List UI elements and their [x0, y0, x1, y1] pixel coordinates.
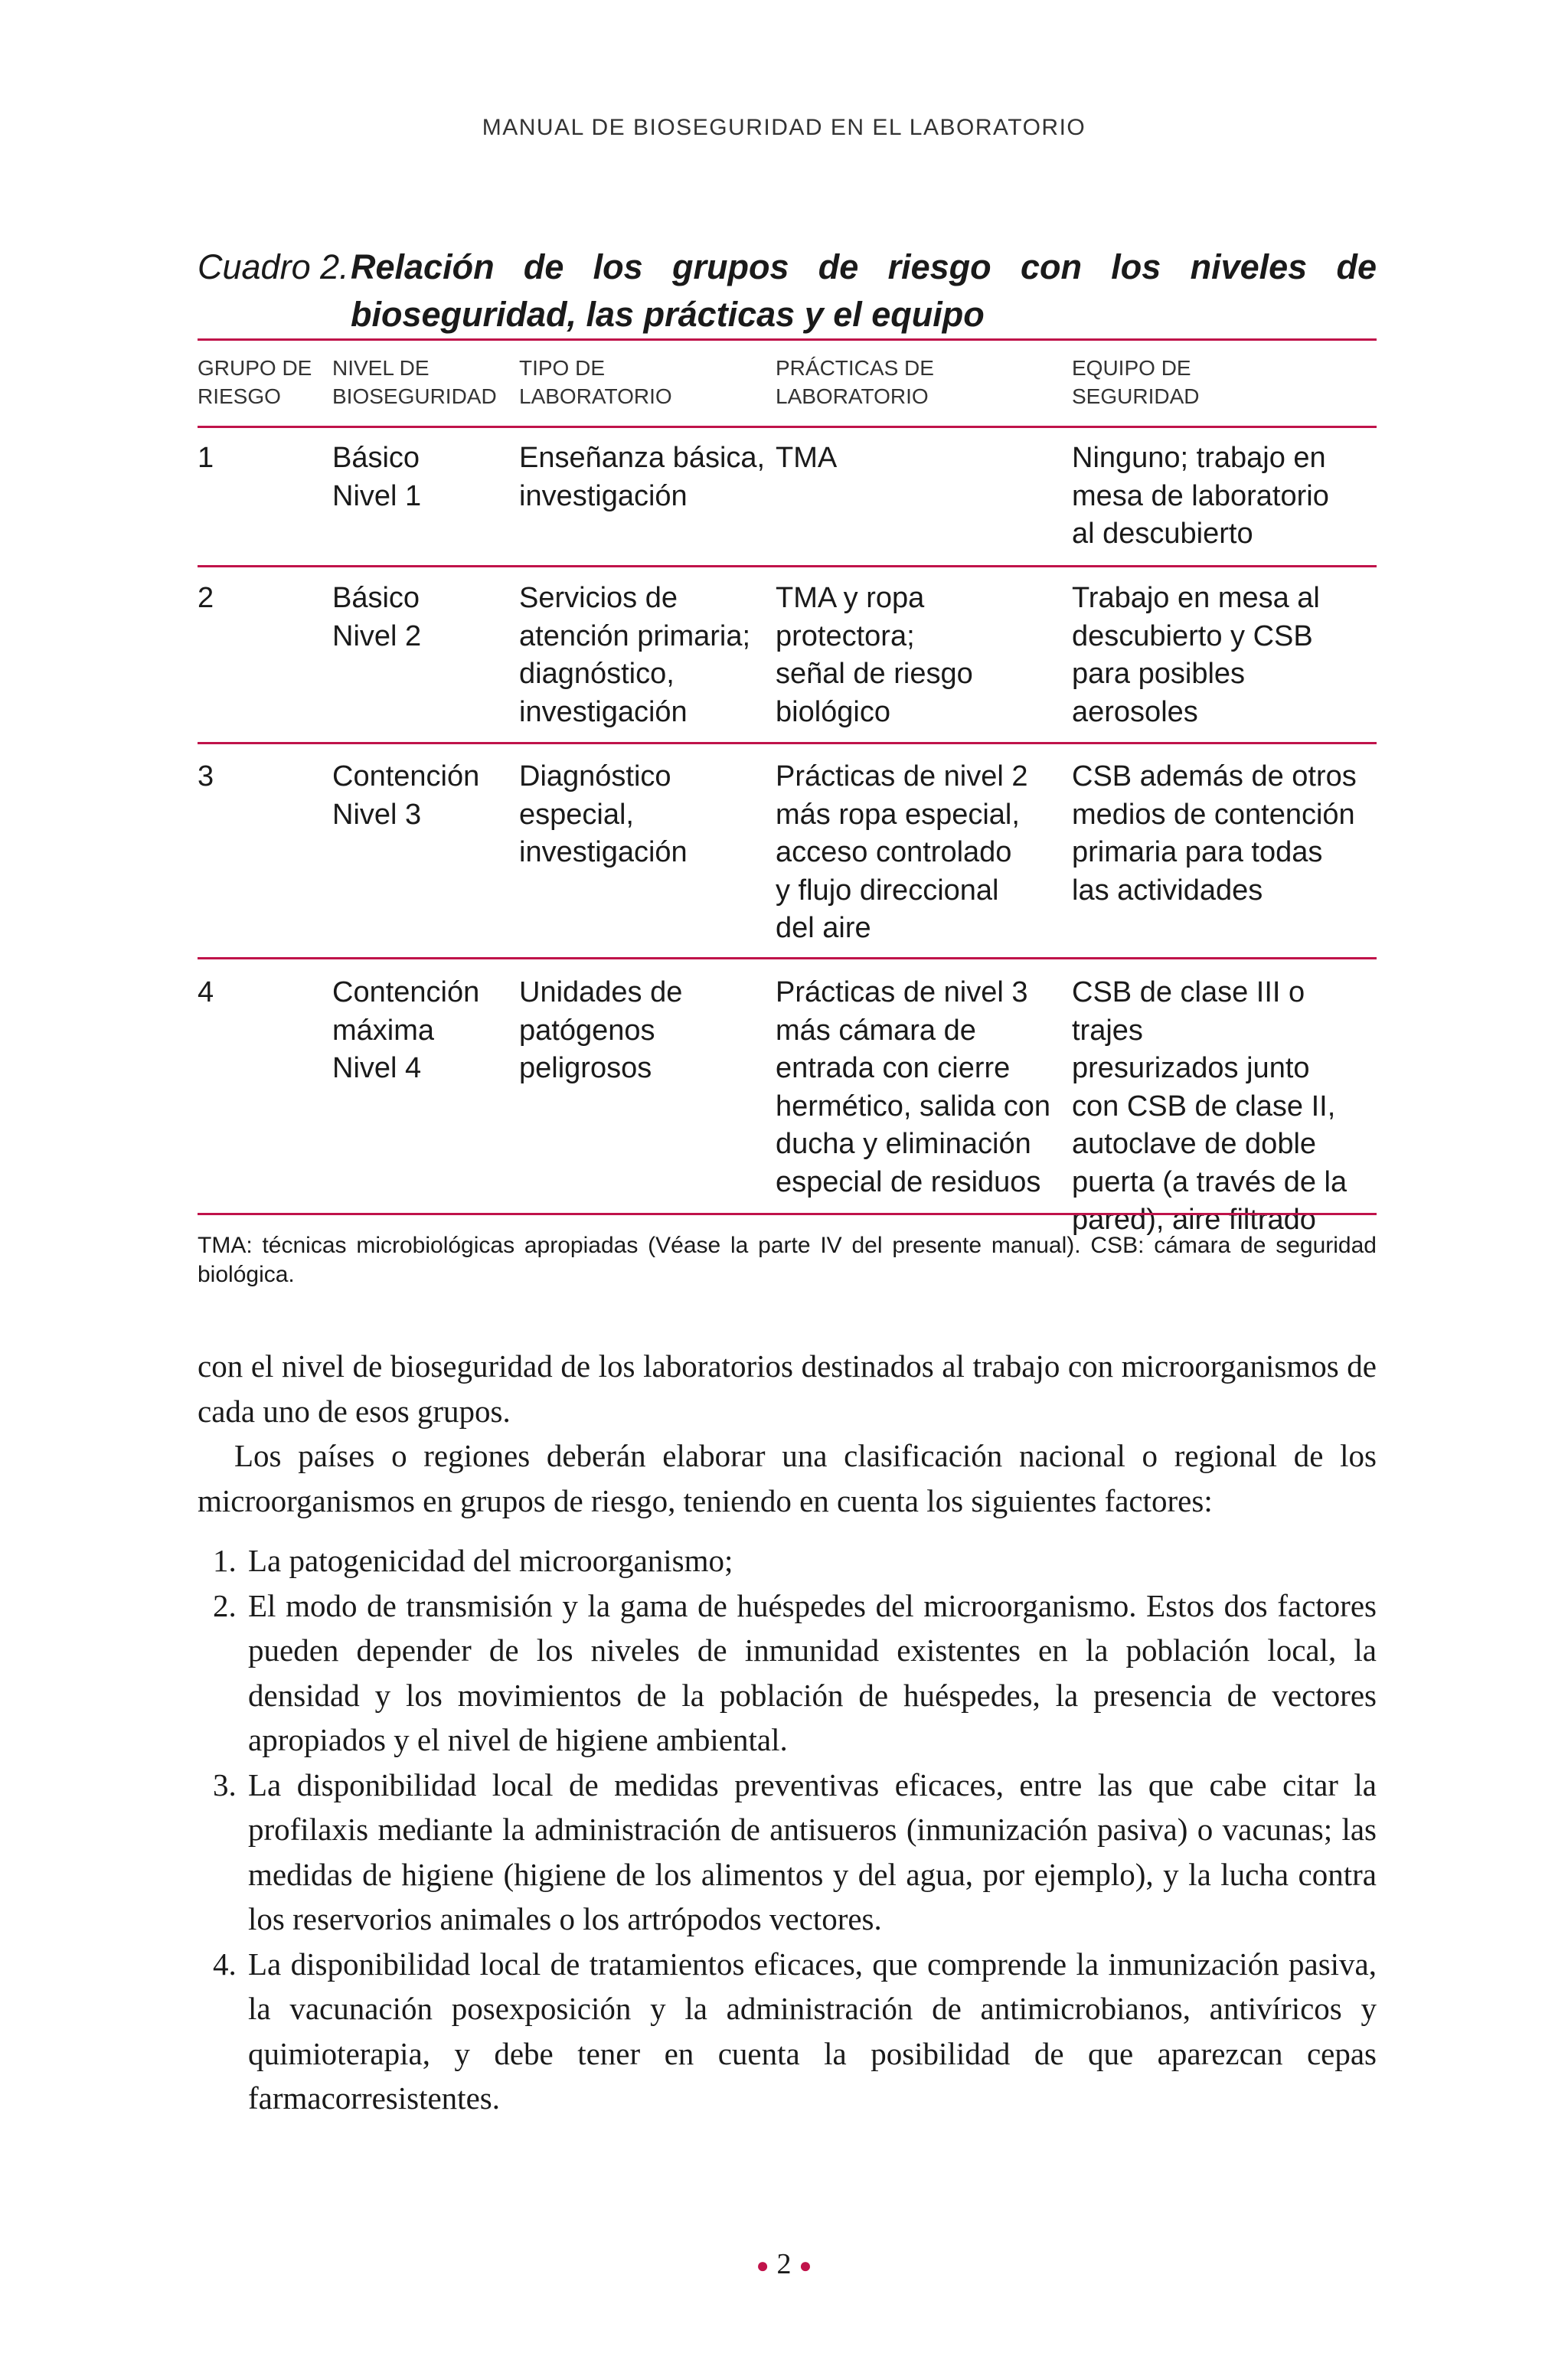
bullet-icon: ● — [799, 2254, 812, 2279]
cell-practicas: Prácticas de nivel 2 más ropa especial, acceso controlado y flujo direccional del aire — [776, 760, 1028, 944]
table-header-rule — [198, 426, 1377, 428]
list-text: La disponibilidad local de tratamientos eficaces, que comprende la inmunización pasiva, la vacunación posexposición y la administración de antimicrobianos, antivíricos y quimioterapia, y debe tener en cuenta la posibilidad de que aparezcan cepas farmacorresistentes. — [248, 1946, 1377, 2116]
page-number-footer — [0, 2247, 1568, 2281]
paragraph: Los países o regiones deberán elaborar una clasificación nacional o regional de los microorganismos en grupos de riesgo, teniendo en cuenta los siguientes factores: — [198, 1438, 1377, 1518]
table-footnote: TMA: técnicas microbiológicas apropiadas (Véase la parte IV del presente manual). CSB: cámara de seguridad biológica. — [198, 1233, 1377, 1287]
list-item — [198, 1538, 1377, 1583]
caption-title: Relación de los grupos de riesgo con los niveles de bioseguridad, las prácticas y el equipo — [351, 247, 1377, 334]
table-top-rule — [198, 338, 1377, 341]
row-divider — [198, 742, 1377, 744]
header-practicas-laboratorio: PRÁCTICAS DE LABORATORIO — [776, 356, 934, 408]
paragraph: con el nivel de bioseguridad de los laboratorios destinados al trabajo con microorganismos de cada uno de esos grupos. — [198, 1348, 1377, 1429]
cell-grupo: 3 — [198, 760, 214, 793]
header-grupo-riesgo: GRUPO DE RIESGO — [198, 356, 312, 408]
bullet-icon: ● — [756, 2254, 769, 2279]
cell-practicas: Prácticas de nivel 3 más cámara de entrada con cierre hermético, salida con ducha y eliminación especial de residuos — [776, 976, 1051, 1198]
list-item — [198, 1942, 1377, 2121]
cell-equipo: Trabajo en mesa al descubierto y CSB para posibles aerosoles — [1072, 582, 1320, 728]
caption-label: Cuadro 2. — [198, 247, 349, 286]
cell-tipo: Enseñanza básica, investigación — [519, 442, 766, 512]
header-nivel-bioseguridad: NIVEL DE BIOSEGURIDAD — [332, 356, 497, 408]
list-number: 4. — [213, 1946, 237, 1982]
cell-tipo: Diagnóstico especial, investigación — [519, 760, 688, 868]
list-number: 2. — [213, 1587, 237, 1623]
body-text — [198, 1344, 1377, 2121]
table-row — [198, 974, 1377, 1236]
cell-tipo: Servicios de atención primaria; diagnóstico, investigación — [519, 582, 751, 728]
list-number: 3. — [213, 1766, 237, 1802]
list-item — [198, 1763, 1377, 1942]
list-text: La disponibilidad local de medidas preventivas eficaces, entre las que cabe citar la profilaxis mediante la administración de antisueros (inmunización pasiva) o vacunas; las medidas de higiene (higiene de los alimentos y del agua, por ejemplo), y la lucha contra los reservorios animales o los artrópodos vectores. — [248, 1766, 1377, 1936]
cell-nivel: Contención máxima Nivel 4 — [332, 976, 480, 1084]
table-bottom-rule — [198, 1213, 1377, 1215]
cell-grupo: 4 — [198, 976, 214, 1008]
table-row — [198, 440, 1377, 554]
cell-nivel: Básico Nivel 2 — [332, 582, 422, 652]
header-equipo-seguridad: EQUIPO DE SEGURIDAD — [1072, 356, 1200, 408]
cell-nivel: Básico Nivel 1 — [332, 442, 422, 512]
table-row — [198, 580, 1377, 733]
cell-grupo: 2 — [198, 582, 214, 614]
row-divider — [198, 957, 1377, 959]
list-text: La patogenicidad del microorganismo; — [248, 1543, 733, 1578]
table-header-row — [198, 354, 1377, 415]
cell-equipo: CSB además de otros medios de contención primaria para todas las actividades — [1072, 760, 1357, 907]
factors-list — [198, 1538, 1377, 2121]
running-header: MANUAL DE BIOSEGURIDAD EN EL LABORATORIO — [482, 115, 1086, 140]
row-divider — [198, 565, 1377, 567]
list-text: El modo de transmisión y la gama de huéspedes del microorganismo. Estos dos factores pueden depender de los niveles de inmunidad existentes en la población local, la densidad y los movimientos de la población de huéspedes, la presencia de vectores apropiados y el nivel de higiene ambiental. — [248, 1587, 1377, 1757]
page-number: 2 — [776, 2248, 792, 2280]
list-number: 1. — [213, 1543, 237, 1578]
cell-tipo: Unidades de patógenos peligrosos — [519, 976, 683, 1084]
cell-equipo: CSB de clase III o trajes presurizados junto con CSB de clase II, autoclave de doble puerta (a través de la pared), aire filtrado — [1072, 976, 1348, 1236]
cell-nivel: Contención Nivel 3 — [332, 760, 480, 831]
cell-practicas: TMA y ropa protectora; señal de riesgo biológico — [776, 582, 973, 728]
cell-practicas: TMA — [776, 442, 838, 474]
cell-grupo: 1 — [198, 442, 214, 474]
list-item — [198, 1583, 1377, 1763]
table-row — [198, 758, 1377, 949]
cell-equipo: Ninguno; trabajo en mesa de laboratorio al descubierto — [1072, 442, 1329, 550]
header-tipo-laboratorio: TIPO DE LABORATORIO — [519, 356, 672, 408]
